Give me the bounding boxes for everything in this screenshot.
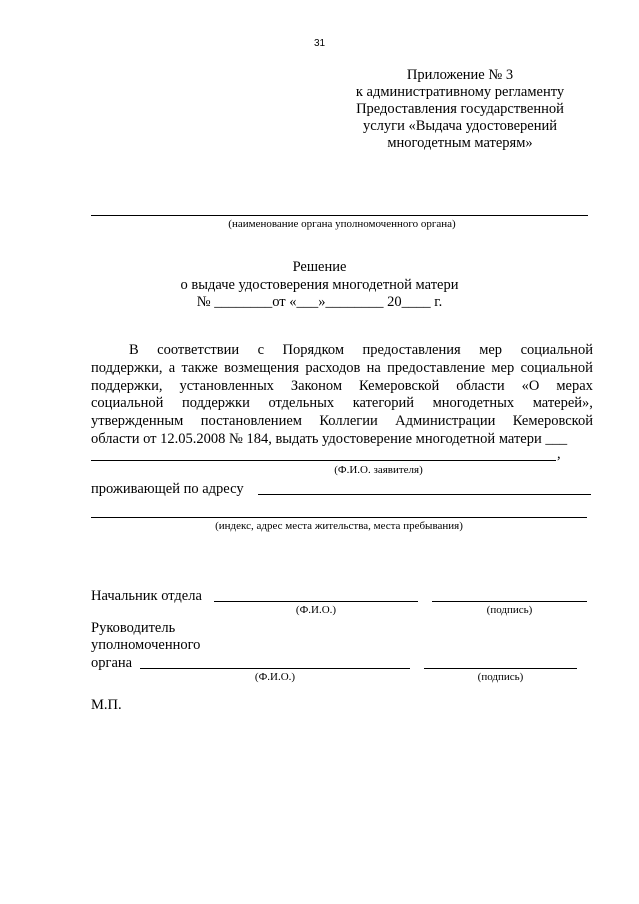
body-word: Коллегии (319, 413, 378, 430)
body-word: Кемеровской (512, 413, 593, 430)
body-word: «О (521, 377, 540, 394)
body-word: на (366, 359, 381, 376)
body-word: поддержки, (91, 377, 163, 394)
body-line (91, 360, 593, 378)
leader-sign-line (424, 668, 577, 669)
body-paragraph (91, 342, 593, 449)
decision-subtitle: о выдаче удостоверения многодетной матери (180, 276, 459, 293)
address-caption: (индекс, адрес места жительства, места пребывания) (215, 520, 463, 532)
body-word: мер (479, 342, 503, 358)
body-word: Кемеровской (359, 377, 440, 394)
appendix-line: Приложение № 3 (406, 67, 514, 83)
authority-name-line (91, 215, 588, 216)
appendix-line: Предоставления государственной (356, 101, 564, 117)
body-word: области от 12.05.2008 № 184, выдать удостоверение многодетной матери ___ (91, 430, 568, 447)
body-word: социальной (520, 359, 593, 376)
decision-title: Решение (292, 259, 347, 275)
body-line (91, 431, 593, 449)
appendix-line: многодетным матерям» (387, 135, 533, 151)
body-word: мерах (556, 377, 593, 394)
body-line (91, 378, 593, 396)
fio-caption: (Ф.И.О. заявителя) (334, 464, 423, 476)
leader-sign-caption: (подпись) (477, 671, 524, 683)
body-word: предоставления (362, 342, 461, 358)
body-word: возмещения (224, 359, 300, 376)
head-sign-caption: (подпись) (486, 604, 533, 616)
body-line (91, 395, 593, 413)
fio-line (91, 460, 556, 461)
body-word: постановлением (200, 413, 302, 430)
decision-number-line: № ________от «___»________ 20____ г. (196, 294, 443, 310)
body-word: матерей», (532, 395, 593, 412)
body-word: установленных (179, 377, 274, 394)
body-line (91, 413, 593, 431)
body-word: соответствии (157, 342, 240, 358)
decision-title-block (0, 259, 639, 312)
body-word: мер (491, 359, 515, 376)
body-word: Законом (290, 377, 343, 394)
leader-fio-line (140, 668, 410, 669)
body-word: Администрации (395, 413, 496, 430)
leader-label-3: органа (91, 655, 133, 671)
head-sign-line (432, 601, 587, 602)
body-word: поддержки, (91, 359, 163, 376)
head-fio-caption: (Ф.И.О.) (295, 604, 337, 616)
appendix-line: услуги «Выдача удостоверений (362, 118, 558, 134)
body-word: категорий (352, 395, 414, 412)
address-label: проживающей по адресу (91, 481, 244, 497)
body-word: многодетных (432, 395, 515, 412)
body-word: социальной (520, 342, 593, 358)
page-number: 31 (313, 38, 326, 49)
body-word: социальной (91, 395, 164, 412)
body-word: также (181, 359, 218, 376)
body-word: предоставление (387, 359, 486, 376)
body-word: отдельных (268, 395, 335, 412)
body-word: поддержки (182, 395, 250, 412)
body-word: области (456, 377, 505, 394)
leader-fio-caption: (Ф.И.О.) (254, 671, 296, 683)
body-word: а (168, 359, 176, 376)
body-word: Порядком (282, 342, 345, 358)
body-word: расходов (305, 359, 361, 376)
body-word: утвержденным (91, 413, 184, 430)
body-line (91, 342, 593, 360)
leader-label-1: Руководитель (91, 620, 176, 636)
body-word: с (257, 342, 265, 358)
authority-caption: (наименование органа уполномоченного органа) (228, 218, 456, 230)
address-line-2 (91, 517, 587, 518)
appendix-header (330, 67, 590, 152)
fio-comma: , (557, 446, 561, 462)
appendix-line: к административному регламенту (355, 84, 565, 100)
head-label: Начальник отдела (91, 588, 202, 604)
head-fio-line (214, 601, 418, 602)
stamp-label: М.П. (91, 697, 122, 713)
leader-label-2: уполномоченного (91, 637, 201, 653)
body-word: В (129, 342, 139, 358)
address-line-1 (258, 494, 591, 495)
